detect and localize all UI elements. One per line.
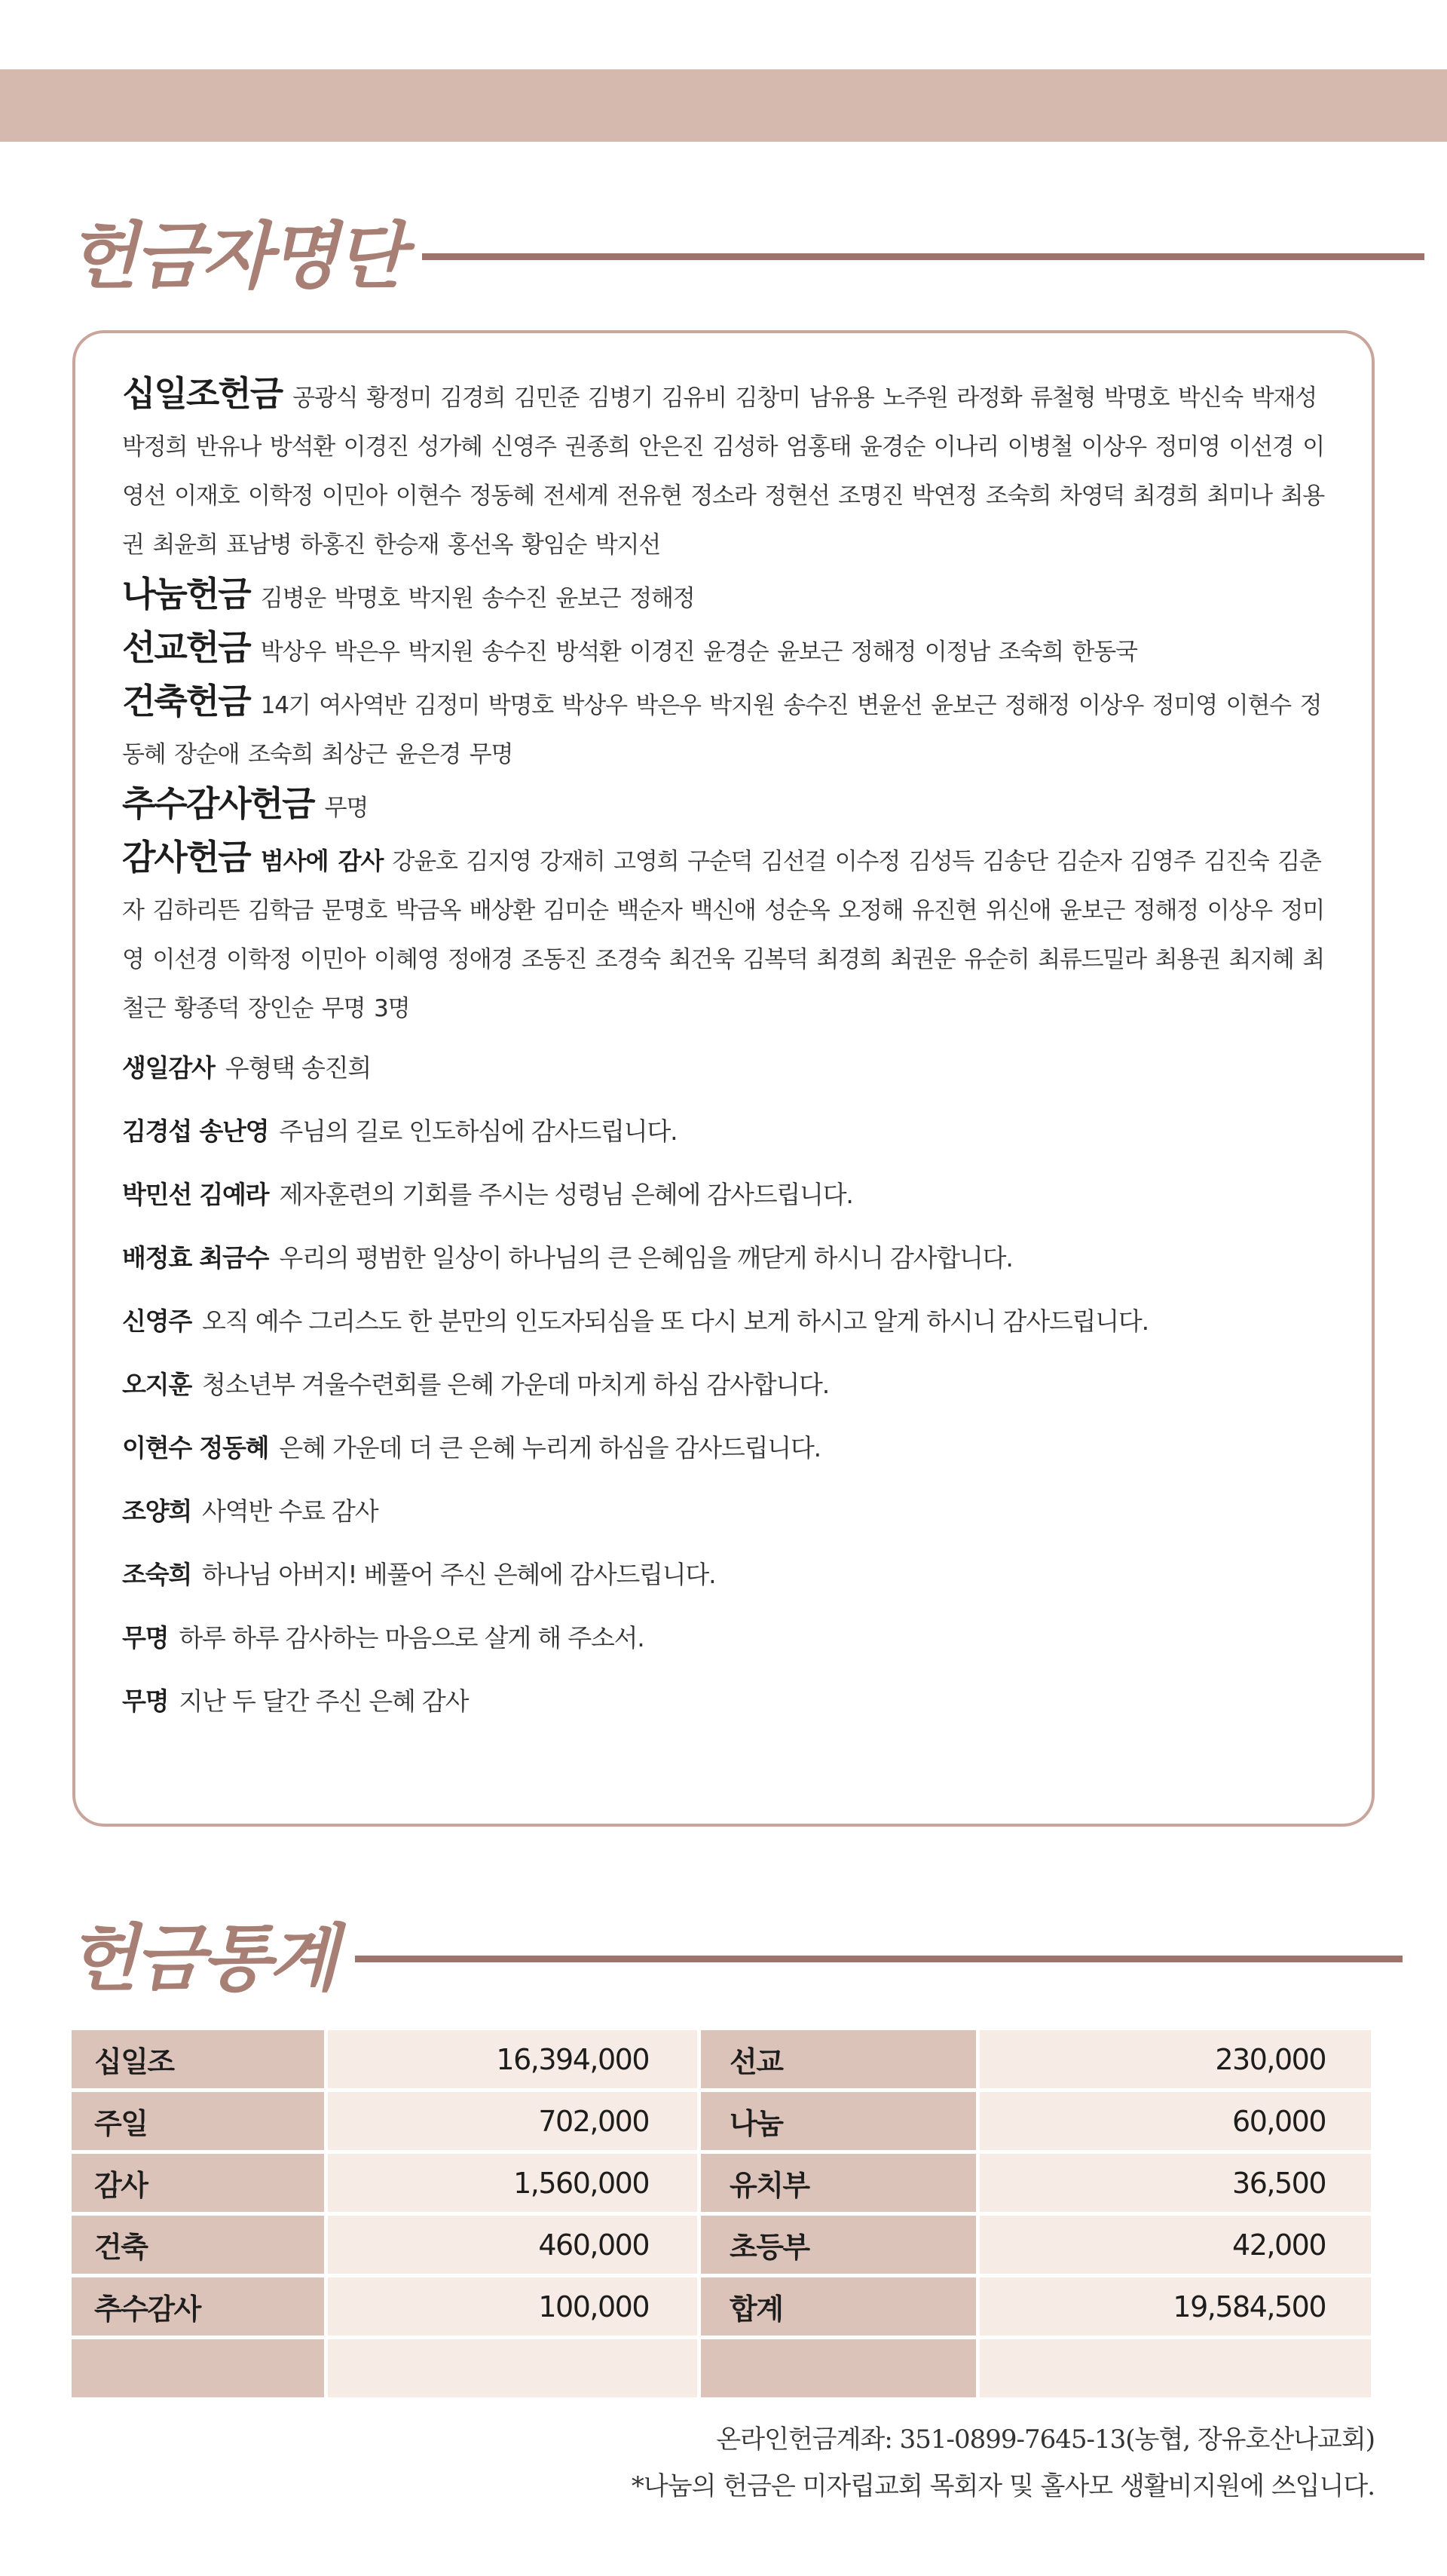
stat-label: 선교 (701, 2030, 976, 2088)
note-message: 제자훈련의 기회를 주시는 성령님 은혜에 감사드립니다. (279, 1180, 853, 1209)
thanks-note (122, 1670, 1338, 1733)
donation-category: 십일조헌금 (122, 373, 283, 414)
stat-value: 60,000 (980, 2092, 1371, 2150)
stat-label: 주일 (72, 2092, 324, 2150)
heading-rule (355, 1956, 1403, 1962)
note-message: 하나님 아버지! 베풀어 주신 은혜에 감사드립니다. (202, 1560, 716, 1589)
thanks-note (122, 1607, 1338, 1670)
donation-entry-thanksgiving (122, 780, 1338, 833)
thanks-note (122, 1417, 1338, 1480)
note-author: 이현수 정동혜 (122, 1433, 269, 1463)
thanks-note (122, 1543, 1338, 1607)
note-message: 우형택 송진희 (225, 1053, 372, 1083)
donation-category: 건축헌금 (122, 681, 250, 721)
donation-entry-sharing (122, 570, 1338, 623)
stat-value: 702,000 (328, 2092, 697, 2150)
thanks-notes (122, 1037, 1338, 1733)
donation-subcategory: 범사에 감사 (260, 847, 384, 875)
donor-names: 강윤호 김지영 강재히 고영희 구순덕 김선걸 이수정 김성득 김송단 김순자 김영주 김진숙 김춘자 김하리뜬 김학금 문명호 박금옥 배상환 김미순 백순자 백신애 성순옥 오정해 유진현 위신애 윤보근 정해정 이상우 정미영 이선경 이학정 이민아 이혜영 정애경 조동진 조경숙 최건욱 김복덕 최경희 최권운 유순히 최류드밀라 최용권 최지혜 최철근 황종덕 장인순 무명 3명 (122, 848, 1325, 1022)
donation-entry-building (122, 677, 1338, 780)
stat-label (72, 2339, 324, 2397)
note-author: 배정효 최금수 (122, 1243, 269, 1273)
stat-value: 100,000 (328, 2277, 697, 2336)
note-message: 오직 예수 그리스도 한 분만의 인도자되심을 또 다시 보게 하시고 알게 하시니 감사드립니다. (202, 1306, 1149, 1336)
stat-label: 추수감사 (72, 2277, 324, 2336)
offering-stats-title: 헌금통계 (68, 1916, 335, 2001)
stat-value: 460,000 (328, 2216, 697, 2274)
note-message: 은혜 가운데 더 큰 은혜 누리게 하심을 감사드립니다. (279, 1433, 821, 1463)
stat-label (701, 2339, 976, 2397)
donation-category: 나눔헌금 (122, 574, 250, 614)
note-author: 생일감사 (122, 1053, 215, 1083)
stat-label: 십일조 (72, 2030, 324, 2088)
stat-value: 36,500 (980, 2154, 1371, 2212)
stat-label: 유치부 (701, 2154, 976, 2212)
donor-names: 김병운 박명호 박지원 송수진 윤보근 정해정 (260, 585, 695, 612)
donation-category: 선교헌금 (122, 627, 250, 668)
donor-list-box (72, 330, 1375, 1827)
sharing-offering-note: *나눔의 헌금은 미자립교회 목회자 및 홀사모 생활비지원에 쓰입니다. (631, 2471, 1375, 2501)
donation-entry-mission (122, 623, 1338, 677)
note-author: 오지훈 (122, 1370, 192, 1399)
offering-stats-table (68, 2026, 1375, 2401)
footer-notes (632, 2416, 1375, 2510)
thanks-note (122, 1227, 1338, 1290)
stat-value (980, 2339, 1371, 2397)
note-message: 주님의 길로 인도하심에 감사드립니다. (279, 1116, 678, 1146)
note-author: 무명 (122, 1686, 169, 1716)
note-author: 김경섭 송난영 (122, 1116, 269, 1146)
online-account-info: 온라인헌금계좌: 351-0899-7645-13(농협, 장유호산나교회) (716, 2424, 1375, 2455)
top-color-band (0, 69, 1447, 142)
note-author: 신영주 (122, 1306, 192, 1336)
thanks-note (122, 1037, 1338, 1100)
note-message: 하루 하루 감사하는 마음으로 살게 해 주소서. (179, 1623, 644, 1652)
note-message: 우리의 평범한 일상이 하나님의 큰 은혜임을 깨닫게 하시니 감사합니다. (279, 1243, 1013, 1273)
thanks-note (122, 1290, 1338, 1353)
donor-names: 무명 (324, 795, 369, 822)
stat-label: 초등부 (701, 2216, 976, 2274)
table-row (72, 2030, 1371, 2088)
note-message: 청소년부 겨울수련회를 은혜 가운데 마치게 하심 감사합니다. (202, 1370, 830, 1399)
donor-names: 14기 여사역반 김정미 박명호 박상우 박은우 박지원 송수진 변윤선 윤보근 정해정 이상우 정미영 이현수 정동혜 장순애 조숙희 최상근 윤은경 무명 (122, 692, 1322, 768)
table-row (72, 2092, 1371, 2150)
offering-stats-heading (68, 1916, 1403, 2001)
stat-value: 16,394,000 (328, 2030, 697, 2088)
note-author: 박민선 김예라 (122, 1180, 269, 1209)
stat-value: 42,000 (980, 2216, 1371, 2274)
stat-value (328, 2339, 697, 2397)
stat-label: 나눔 (701, 2092, 976, 2150)
note-author: 조양희 (122, 1496, 192, 1526)
table-row (72, 2154, 1371, 2212)
stat-label: 건축 (72, 2216, 324, 2274)
thanks-note (122, 1353, 1338, 1417)
stat-value: 19,584,500 (980, 2277, 1371, 2336)
donation-category: 추수감사헌금 (122, 783, 314, 824)
note-message: 사역반 수료 감사 (202, 1496, 378, 1526)
stat-label: 감사 (72, 2154, 324, 2212)
note-author: 무명 (122, 1623, 169, 1652)
heading-rule (422, 253, 1424, 260)
stat-value: 1,560,000 (328, 2154, 697, 2212)
stat-label: 합계 (701, 2277, 976, 2336)
donation-entry-gratitude (122, 833, 1338, 1034)
stat-value: 230,000 (980, 2030, 1371, 2088)
thanks-note (122, 1480, 1338, 1543)
note-author: 조숙희 (122, 1560, 192, 1589)
table-row (72, 2216, 1371, 2274)
donor-list-title: 헌금자명단 (68, 214, 402, 299)
thanks-note (122, 1163, 1338, 1227)
donation-entry-tithe (122, 369, 1338, 570)
table-row (72, 2277, 1371, 2336)
donor-names: 박상우 박은우 박지원 송수진 방석환 이경진 윤경순 윤보근 정해정 이정남 조숙희 한동국 (260, 639, 1137, 666)
thanks-note (122, 1100, 1338, 1163)
donor-names: 공광식 황정미 김경희 김민준 김병기 김유비 김창미 남유용 노주원 라정화 류철형 박명호 박신숙 박재성 박정희 반유나 방석환 이경진 성가혜 신영주 권종희 안은진 김성하 엄홍태 윤경순 이나리 이병철 이상우 정미영 이선경 이영선 이재호 이학정 이민아 이현수 정동혜 전세계 전유현 정소라 정현선 조명진 박연정 조숙희 차영덕 최경희 최미나 최용권 최윤희 표남병 하홍진 한승재 홍선옥 황임순 박지선 (122, 384, 1325, 559)
donation-category: 감사헌금 (122, 837, 250, 878)
table-row-empty (72, 2339, 1371, 2397)
note-message: 지난 두 달간 주신 은혜 감사 (179, 1686, 469, 1716)
donor-list-heading (68, 214, 1424, 299)
